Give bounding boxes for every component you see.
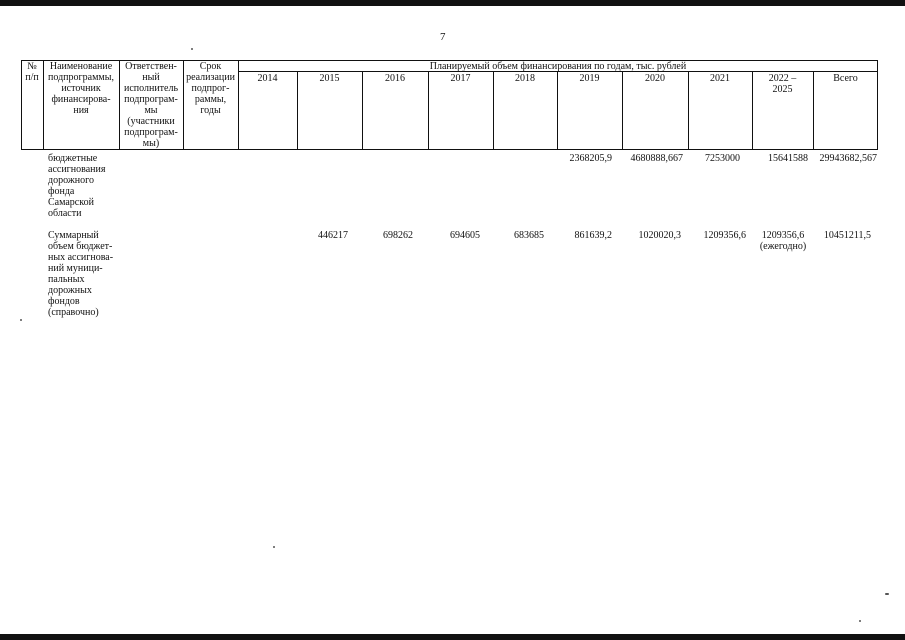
- scan-speck: [859, 620, 861, 622]
- table-cell: 15641588: [768, 153, 808, 164]
- row-source-name: бюджетные ассигнования дорожного фонда Самарской области: [48, 153, 106, 219]
- header-year: 2020: [645, 73, 665, 84]
- scan-speck: [273, 546, 275, 548]
- scan-speck: [20, 319, 22, 321]
- header-year: 2017: [450, 73, 471, 84]
- header-planned-group: Планируемый объем финансирования по годам, тыс. рублей: [429, 61, 687, 72]
- header-executor: Ответствен- ный исполнитель подпрограм- мы (участники подпрограм- мы): [123, 61, 179, 149]
- header-name: Наименование подпрограммы, источник финансирова- ния: [48, 61, 114, 116]
- scan-speck: [191, 48, 193, 50]
- header-year: 2016: [385, 73, 405, 84]
- page-number: 7: [440, 31, 446, 43]
- table-cell: 683685: [514, 230, 544, 241]
- table-cell: 446217: [318, 230, 348, 241]
- table-cell: 1209356,6 (ежегодно): [759, 230, 807, 252]
- header-term: Срок реализации подпрог- раммы, годы: [186, 61, 235, 116]
- table-cell: 4680888,667: [630, 153, 683, 164]
- table-cell: 2368205,9: [569, 153, 612, 164]
- header-year: Всего: [833, 73, 858, 84]
- table-cell: 7253000: [705, 153, 740, 164]
- header-year: 2018: [515, 73, 535, 84]
- table-cell: 694605: [450, 230, 480, 241]
- table-cell: 1020020,3: [638, 230, 681, 241]
- header-year: 2022 – 2025: [768, 73, 797, 95]
- header-year: 2021: [710, 73, 730, 84]
- table-cell: 861639,2: [574, 230, 612, 241]
- scan-speck: [885, 593, 889, 595]
- top-border: [0, 0, 905, 6]
- table-cell: 698262: [383, 230, 413, 241]
- table-cell: 10451211,5: [823, 230, 871, 241]
- table-cell: 1209356,6: [703, 230, 746, 241]
- header-year: 2015: [319, 73, 340, 84]
- bottom-border: [0, 634, 905, 640]
- header-year: 2014: [257, 73, 278, 84]
- header-year: 2019: [579, 73, 600, 84]
- header-num: № п/п: [25, 61, 39, 83]
- table-cell: 29943682,567: [819, 153, 877, 164]
- row-source-name: Суммарный объем бюджет- ных ассигнова- ний муници- пальных дорожных фондов (справочно): [48, 230, 114, 318]
